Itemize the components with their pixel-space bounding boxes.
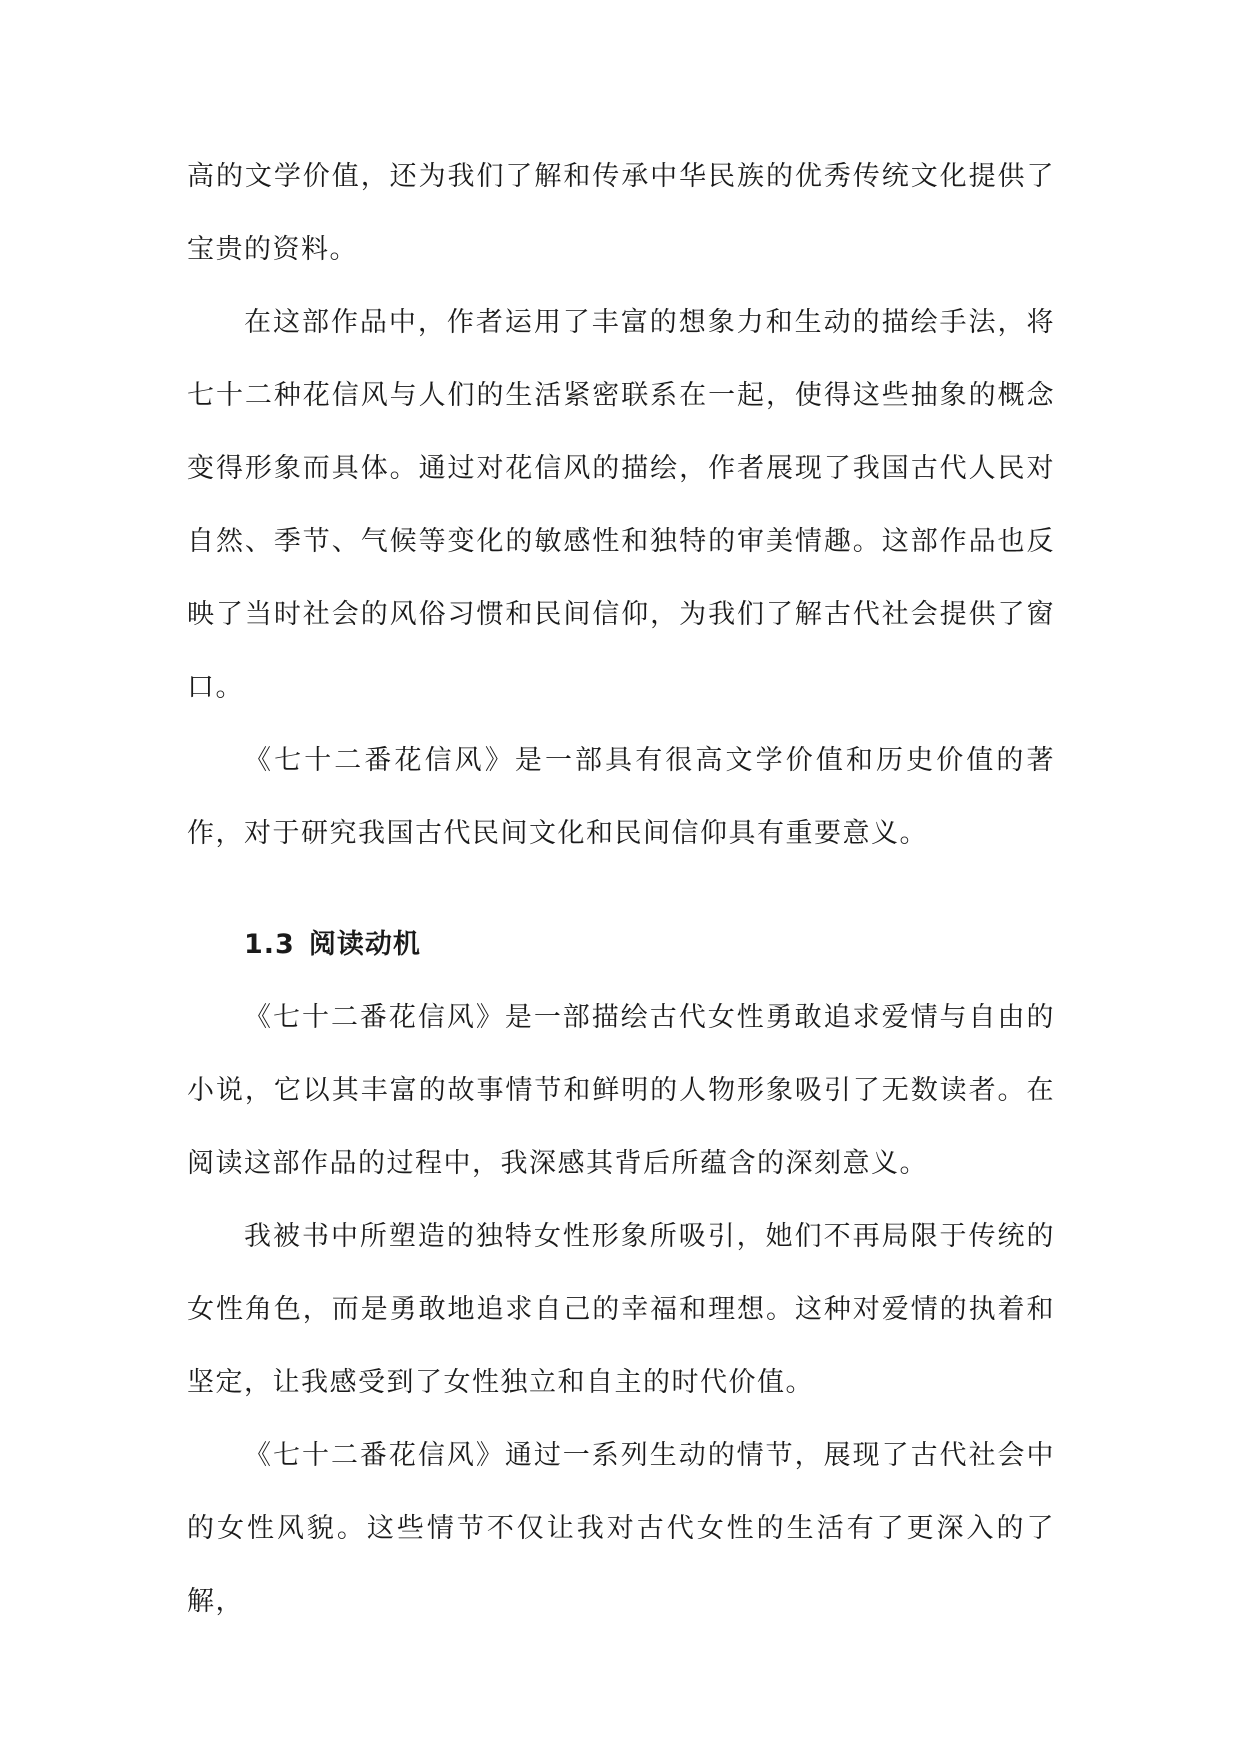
section-heading	[187, 908, 1055, 981]
paragraph-female-image: 我被书中所塑造的独特女性形象所吸引，她们不再局限于传统的女性角色，而是勇敢地追求自己的幸福和理想。这种对爱情的执着和坚定，让我感受到了女性独立和自主的时代价值。	[187, 1221, 1055, 1398]
document-body	[187, 140, 1055, 1638]
paragraph-description: 在这部作品中，作者运用了丰富的想象力和生动的描绘手法，将七十二种花信风与人们的生活紧密联系在一起，使得这些抽象的概念变得形象而具体。通过对花信风的描绘，作者展现了我国古代人民对自然、季节、气候等变化的敏感性和独特的审美情趣。这部作品也反映了当时社会的风俗习惯和民间信仰，为我们了解古代社会提供了窗口。	[187, 307, 1055, 703]
paragraph-continuation: 高的文学价值，还为我们了解和传承中华民族的优秀传统文化提供了宝贵的资料。	[187, 161, 1055, 265]
paragraph-significance: 《七十二番花信风》是一部具有很高文学价值和历史价值的著作，对于研究我国古代民间文化和民间信仰具有重要意义。	[187, 745, 1055, 849]
section-title: 阅读动机	[308, 929, 421, 960]
paragraph-plot: 《七十二番花信风》通过一系列生动的情节，展现了古代社会中的女性风貌。这些情节不仅让我对古代女性的生活有了更深入的了解，	[187, 1440, 1055, 1617]
paragraph-motivation-intro: 《七十二番花信风》是一部描绘古代女性勇敢追求爱情与自由的小说，它以其丰富的故事情节和鲜明的人物形象吸引了无数读者。在阅读这部作品的过程中，我深感其背后所蕴含的深刻意义。	[187, 1002, 1055, 1179]
section-number: 1.3	[244, 929, 295, 960]
